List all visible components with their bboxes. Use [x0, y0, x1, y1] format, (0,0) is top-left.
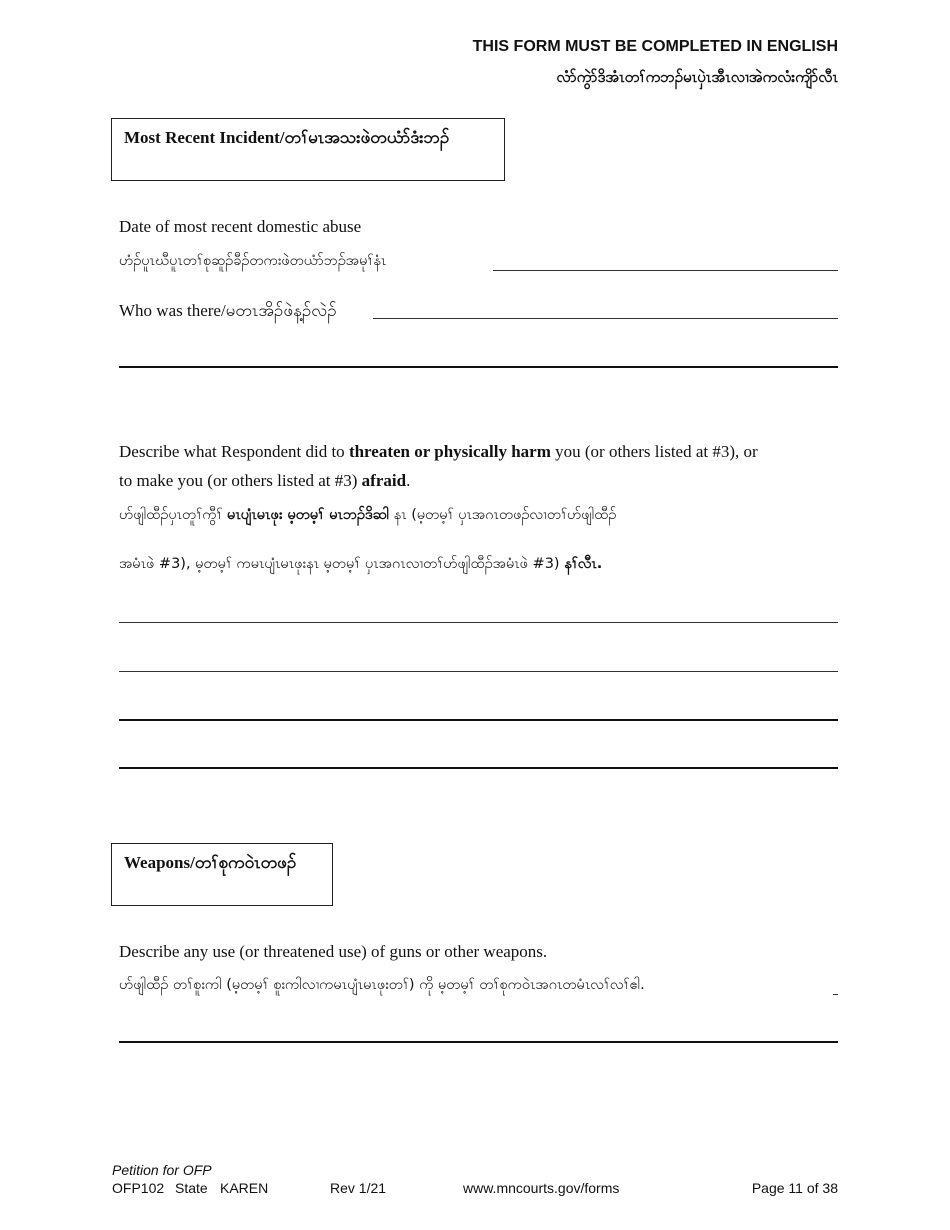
describe-harm-karen-bold-1: မၤပျံၤမၤဖုး မ့တမ့ၢ် မၤဘၣ်ဒိဆါ [227, 507, 390, 523]
who-was-there-extra-line[interactable] [119, 366, 838, 368]
incident-section-box [111, 118, 505, 181]
footer-form-code: OFP102 [112, 1180, 165, 1196]
describe-harm-answer-line-1[interactable] [119, 622, 838, 623]
describe-harm-english-line-1 [119, 442, 758, 462]
footer-scope: State [175, 1180, 208, 1196]
describe-harm-answer-line-3[interactable] [119, 719, 838, 721]
weapons-section-title: Weapons/တၢ်စုကဝဲၤတဖၣ် [124, 853, 297, 872]
footer-page-number: Page 11 of 38 [751, 1180, 838, 1196]
describe-harm-karen-text-2a: အမံၤဖဲ #3), မ့တမ့ၢ် ကမၤပျံၤမၤဖုးနၤ မ့တမ့ၢ် ပှၤအဂၤလၢတၢ်ဟ်ဖျါထီၣ်အမံၤဖဲ #3) [119, 556, 565, 572]
footer-website-link[interactable]: www.mncourts.gov/forms [463, 1180, 620, 1196]
describe-harm-english-line-2 [119, 471, 410, 491]
describe-harm-karen-line-2 [119, 555, 602, 576]
weapons-answer-line[interactable] [119, 1041, 838, 1043]
date-input-line[interactable] [493, 270, 838, 271]
weapons-describe-english: Describe any use (or threatened use) of guns or other weapons. [119, 942, 548, 961]
english-requirement-notice: THIS FORM MUST BE COMPLETED IN ENGLISH [472, 38, 838, 55]
describe-harm-answer-line-2[interactable] [119, 671, 838, 672]
describe-harm-text-1b: you (or others listed at #3), or [550, 442, 758, 461]
who-was-there-input-line[interactable] [373, 318, 838, 319]
describe-harm-bold-2: afraid [361, 471, 407, 490]
footer-revision: Rev 1/21 [330, 1180, 387, 1196]
footer-language: KAREN [220, 1180, 269, 1196]
footer-form-title: Petition for OFP [112, 1162, 212, 1178]
weapons-inline-answer-line[interactable] [833, 994, 838, 995]
describe-harm-text-2a: to make you (or others listed at #3) [119, 471, 362, 490]
describe-harm-karen-text-1a: ဟ်ဖျါထီၣ်ပှၤတူၢ်ကွီၢ် [119, 507, 228, 523]
describe-harm-text-1a: Describe what Respondent did to [119, 442, 349, 461]
describe-harm-karen-bold-2: နၢ်လီၤ. [564, 556, 603, 572]
describe-harm-bold-1: threaten or physically harm [348, 442, 551, 461]
incident-section-title: Most Recent Incident/တၢ်မၤအသးဖဲတယံာ်ဒံးဘၣ် [124, 128, 450, 147]
who-was-there-label: Who was there/မတၤအိၣ်ဖဲန့ၣ်လဲၣ် [119, 301, 337, 320]
karen-requirement-notice: လံာ်ကွဲာ်ဒိအံၤတၢ်ကဘၣ်မၤပှဲၤအီၤလၢအဲကလံးကျိာ်လီၤ [556, 68, 838, 86]
describe-harm-text-2b: . [406, 471, 411, 490]
weapons-section-box [111, 843, 333, 906]
date-label-karen: ဟံၣ်ပူၤဃီပူၤတၢ်စုဆူၣ်ခီၣ်တကးဖဲတယံာ်ဘၣ်အမုၢ်နံၤ [119, 253, 387, 269]
describe-harm-karen-line-1 [119, 506, 616, 527]
describe-harm-answer-line-4[interactable] [119, 767, 838, 769]
describe-harm-karen-text-1b: နၤ (မ့တမ့ၢ် ပှၤအဂၤတဖၣ်လၢတၢ်ဟ်ဖျါထီၣ် [389, 507, 617, 523]
date-label-english: Date of most recent domestic abuse [119, 217, 362, 236]
weapons-describe-karen: ဟ်ဖျါထီၣ် တၢ်စူးကါ (မ့တမ့ၢ် စူးကါလၢကမၤပျံၤမၤဖုးတၢ်) ကို မ့တမ့ၢ် တၢ်စုကဝဲၤအဂၤတမံၤလၢ်လၢ်ဧါ. [119, 977, 645, 993]
